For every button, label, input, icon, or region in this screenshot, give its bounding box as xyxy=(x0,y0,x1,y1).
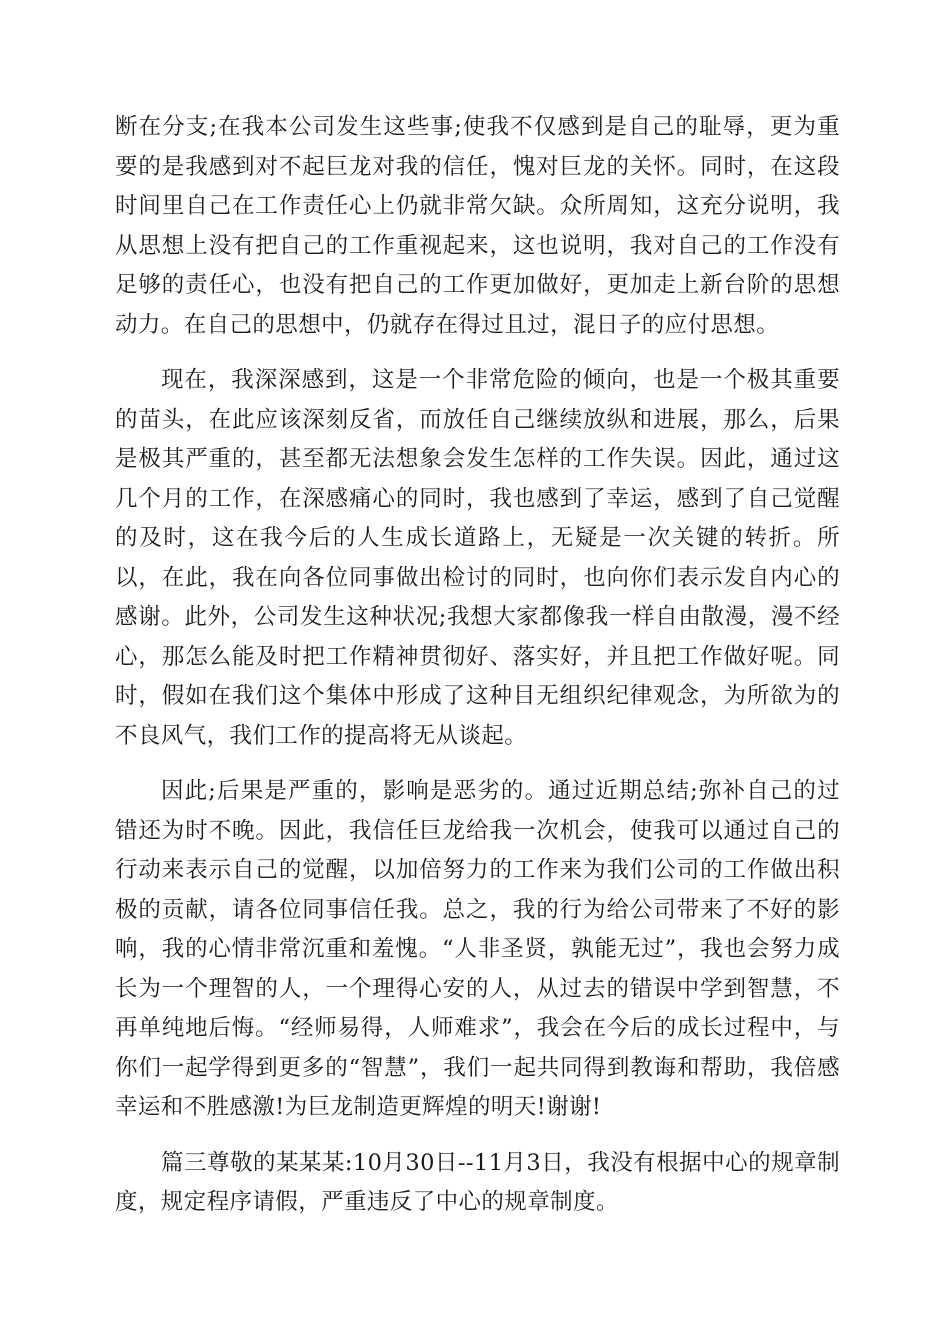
paragraph: 断在分支;在我本公司发生这些事;使我不仅感到是自己的耻辱，更为重要的是我感到对不起巨龙对我的信任，愧对巨龙的关怀。同时，在这段时间里自己在工作责任心上仍就非常欠缺。众所周知，这充分说明，我从思想上没有把自己的工作重视起来，这也说明，我对自己的工作没有足够的责任心，也没有把自己的工作更加做好，更加走上新台阶的思想动力。在自己的思想中，仍就存在得过且过，混日子的应付思想。 xyxy=(115,114,840,338)
document-body xyxy=(115,108,840,1239)
paragraph: 篇三尊敬的某某某:10月30日--11月3日，我没有根据中心的规章制度，规定程序请假，严重违反了中心的规章制度。 xyxy=(115,1149,840,1215)
paragraph: 现在，我深深感到，这是一个非常危险的倾向，也是一个极其重要的苗头，在此应该深刻反省，而放任自己继续放纵和进展，那么，后果是极其严重的，甚至都无法想象会发生怎样的工作失误。因此，通过这几个月的工作，在深感痛心的同时，我也感到了幸运，感到了自己觉醒的及时，这在我今后的人生成长道路上，无疑是一次关键的转折。所以，在此，我在向各位同事做出检讨的同时，也向你们表示发自内心的感谢。此外，公司发生这种状况;我想大家都像我一样自由散漫，漫不经心，那怎么能及时把工作精神贯彻好、落实好，并且把工作做好呢。同时，假如在我们这个集体中形成了这种目无组织纪律观念，为所欲为的不良风气，我们工作的提高将无从谈起。 xyxy=(115,367,840,749)
paragraph: 因此;后果是严重的，影响是恶劣的。通过近期总结;弥补自己的过错还为时不晚。因此，我信任巨龙给我一次机会，使我可以通过自己的行动来表示自己的觉醒，以加倍努力的工作来为我们公司的工作做出积极的贡献，请各位同事信任我。总之，我的行为给公司带来了不好的影响，我的心情非常沉重和羞愧。“人非圣贤，孰能无过”，我也会努力成长为一个理智的人，一个理得心安的人，从过去的错误中学到智慧，不再单纯地后悔。“经师易得，人师难求”，我会在今后的成长过程中，与你们一起学得到更多的“智慧”，我们一起共同得到教诲和帮助，我倍感幸运和不胜感激!为巨龙制造更辉煌的明天!谢谢! xyxy=(115,778,840,1120)
